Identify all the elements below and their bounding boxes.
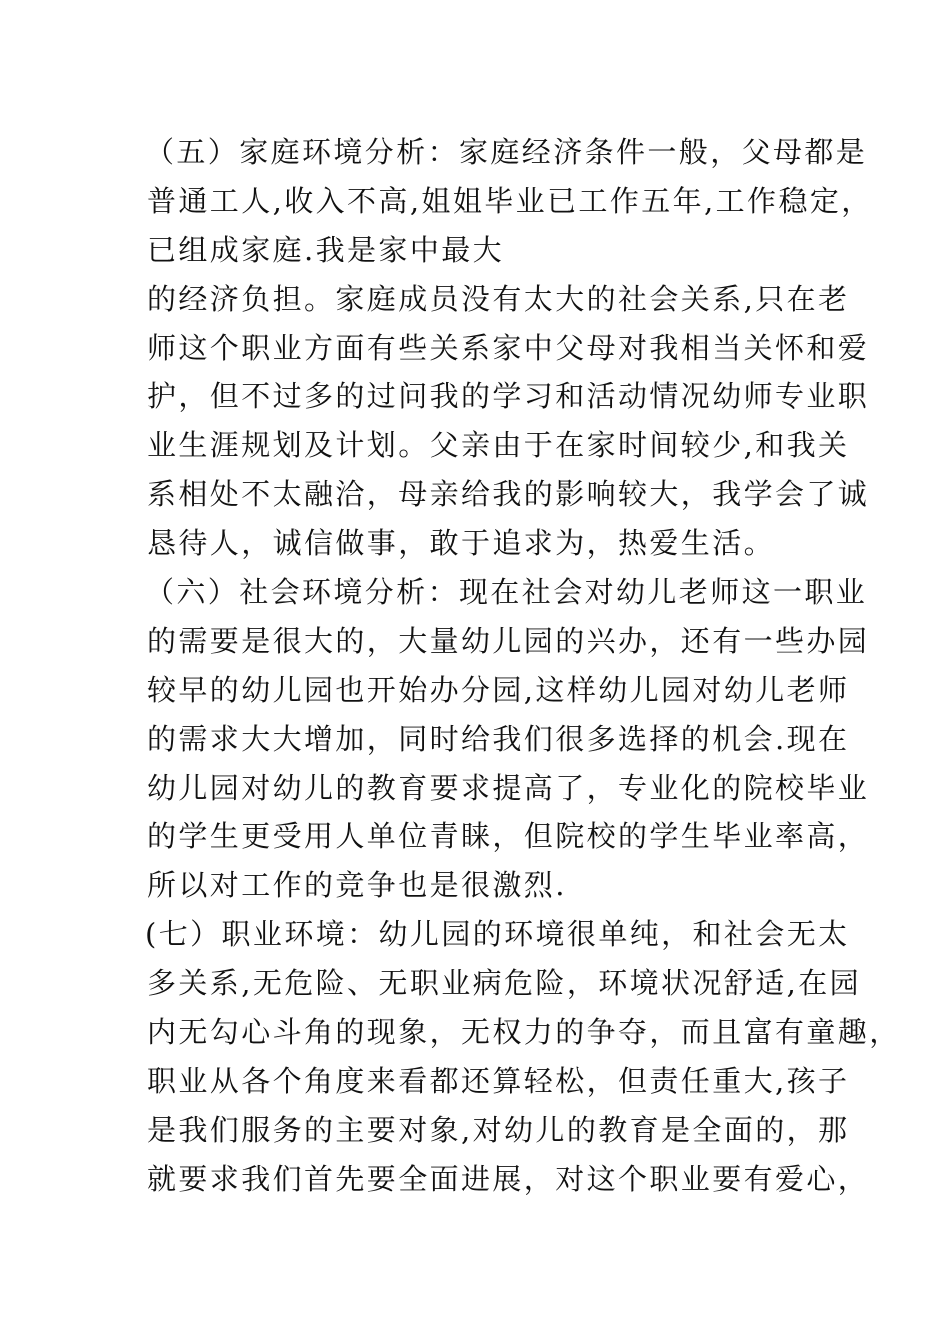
text-line: 职业从各个角度来看都还算轻松，但责任重大,孩子 [147, 1063, 850, 1098]
text-line: 较早的幼儿园也开始办分园,这样幼儿园对幼儿老师 [147, 672, 850, 707]
text-line: 师这个职业方面有些关系家中父母对我相当关怀和爱 [147, 330, 870, 365]
text-line: 多关系,无危险、无职业病危险，环境状况舒适,在园 [147, 966, 862, 1001]
text-line: 普通工人,收入不高,姐姐毕业已工作五年,工作稳定， [147, 183, 873, 218]
text-line: （六）社会环境分析：现在社会对幼儿老师这一职业 [145, 575, 868, 610]
text-line: 就要求我们首先要全面进展，对这个职业要有爱心， [147, 1161, 870, 1196]
text-line: (七）职业环境：幼儿园的环境很单纯，和社会无太 [145, 917, 850, 952]
text-line: 的需求大大增加，同时给我们很多选择的机会.现在 [147, 721, 850, 756]
text-line: 的学生更受用人单位青睐，但院校的学生毕业率高， [147, 819, 870, 854]
text-line: 的需要是很大的，大量幼儿园的兴办，还有一些办园 [147, 623, 870, 658]
text-line: （五）家庭环境分析：家庭经济条件一般，父母都是 [145, 135, 868, 169]
text-line: 幼儿园对幼儿的教育要求提高了，专业化的院校毕业 [147, 770, 870, 805]
text-line: 的经济负担。家庭成员没有太大的社会关系,只在老 [147, 281, 850, 316]
text-line: 内无勾心斗角的现象，无权力的争夺，而且富有童趣， [147, 1015, 901, 1050]
text-line: 护，但不过多的过问我的学习和活动情况幼师专业职 [147, 379, 870, 414]
text-line: 是我们服务的主要对象,对幼儿的教育是全面的，那 [147, 1112, 850, 1147]
text-line: 系相处不太融洽，母亲给我的影响较大，我学会了诚 [147, 477, 870, 512]
text-line: 已组成家庭.我是家中最大 [147, 232, 505, 267]
document-body [145, 128, 901, 1204]
text-line: 所以对工作的竞争也是很激烈. [147, 868, 567, 903]
text-line: 业生涯规划及计划。父亲由于在家时间较少,和我关 [147, 428, 850, 463]
text-line: 恳待人，诚信做事，敢于追求为，热爱生活。 [147, 526, 776, 561]
